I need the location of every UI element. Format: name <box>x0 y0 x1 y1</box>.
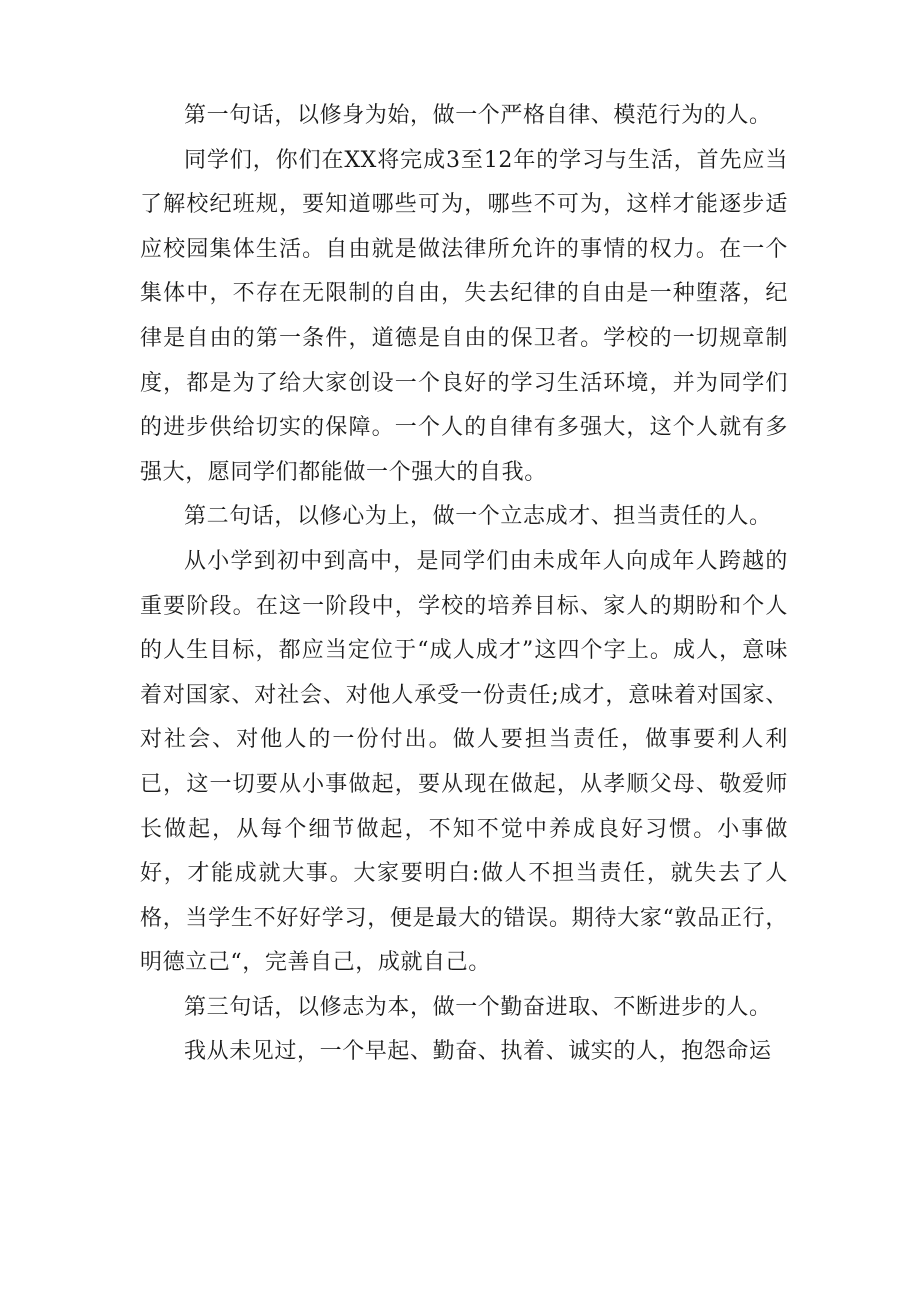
body-paragraph-discipline: 同学们，你们在XX将完成3至12年的学习与生活，首先应当了解校纪班规，要知道哪些可为，哪些不可为，这样才能逐步适应校园集体生活。自由就是做法律所允许的事情的权力。在一个集体中，不存在无限制的自由，失去纪律的自由是一种堕落，纪律是自由的第一条件，道德是自由的保卫者。学校的一切规章制度，都是为了给大家创设一个良好的学习生活环境，并为同学们的进步供给切实的保障。一个人的自律有多强大，这个人就有多强大，愿同学们都能做一个强大的自我。 <box>140 147 788 485</box>
body-paragraph-diligence: 我从未见过，一个早起、勤奋、执着、诚实的人，抱怨命运 <box>184 1039 772 1065</box>
heading-sentence-two: 第二句话，以修心为上，做一个立志成才、担当责任的人。 <box>184 504 772 530</box>
document-body <box>140 94 788 1075</box>
heading-sentence-one: 第一句话，以修身为始，做一个严格自律、模范行为的人。 <box>184 103 772 128</box>
heading-sentence-three: 第三句话，以修志为本，做一个勤奋进取、不断进步的人。 <box>184 994 772 1020</box>
body-paragraph-responsibility: 从小学到初中到高中，是同学们由未成年人向成年人跨越的重要阶段。在这一阶段中，学校的培养目标、家人的期盼和个人的人生目标，都应当定位于“成人成才”这四个字上。成人，意味着对国家、对社会、对他人承受一份责任;成才，意味着对国家、对社会、对他人的一份付出。做人要担当责任，做事要利人利已，这一切要从小事做起，要从现在做起，从孝顺父母、敬爱师长做起，从每个细节做起，不知不觉中养成良好习惯。小事做好，才能成就大事。大家要明白:做人不担当责任，就失去了人格，当学生不好好学习，便是最大的错误。期待大家“敦品正行，明德立己“，完善自己，成就自己。 <box>140 548 788 976</box>
